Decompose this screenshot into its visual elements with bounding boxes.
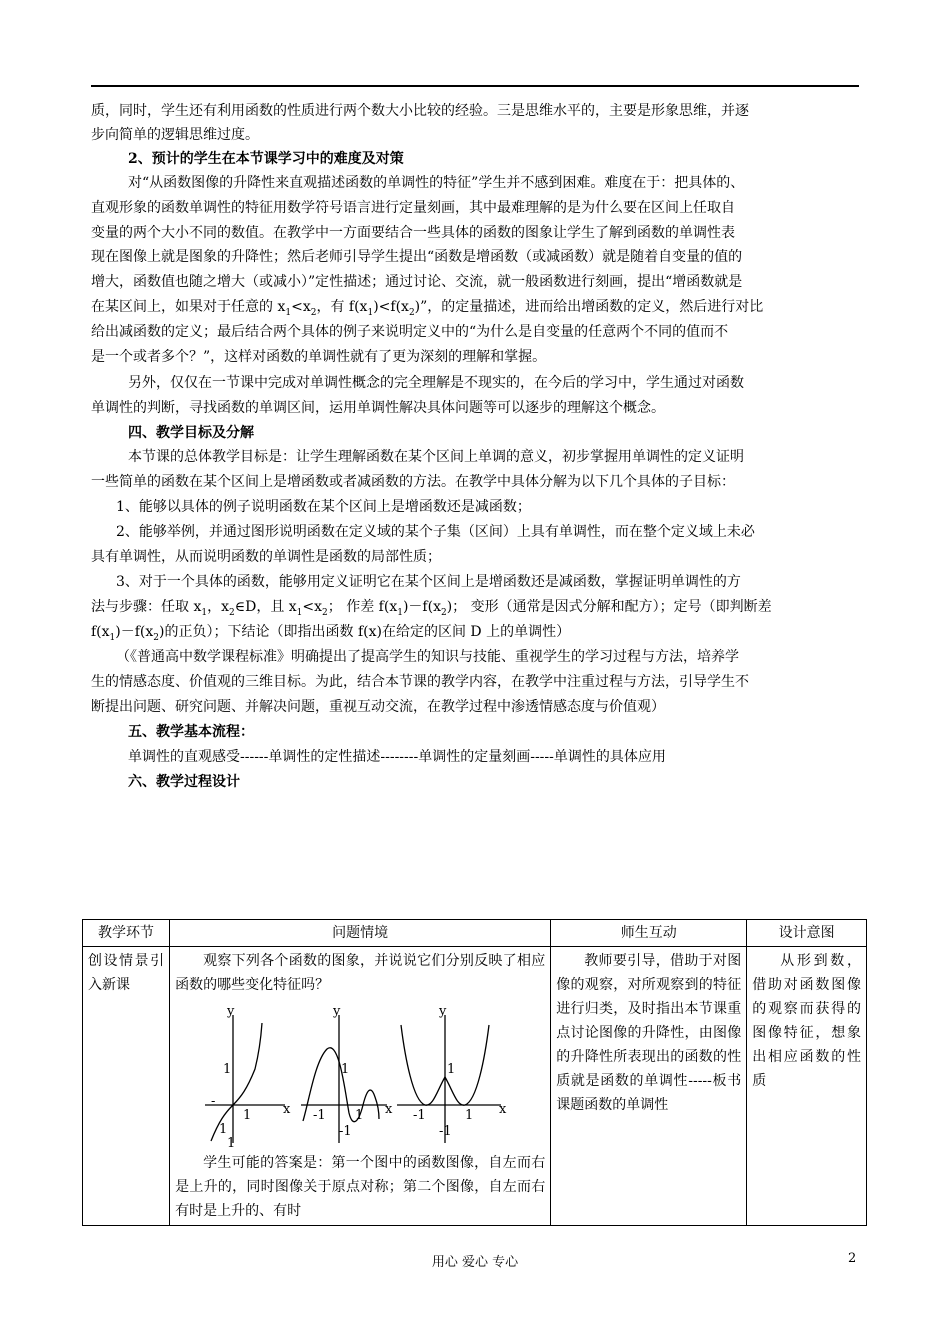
text-run: )－f(x bbox=[402, 599, 441, 615]
paragraph-line: （《普通高中数学课程标准》明确提出了提高学生的知识与技能、重视学生的学习过程与方法，培养学 bbox=[116, 649, 739, 665]
table-header-row bbox=[83, 920, 867, 947]
graph-cubic bbox=[205, 1015, 285, 1143]
text-run: )”，的定量描述，进而给出增函数的定义，然后进行对比 bbox=[414, 299, 764, 315]
tick-label: 1 bbox=[223, 1062, 232, 1077]
text-run: )的正负）；下结论（即指出函数 f(x)在给定的区间 D 上的单调性） bbox=[159, 624, 571, 640]
axis-label-y: y bbox=[439, 1004, 447, 1019]
top-rule bbox=[91, 85, 859, 87]
subscript: 2 bbox=[322, 607, 328, 618]
intent-cell bbox=[747, 947, 867, 1226]
text-run: f(x bbox=[91, 624, 110, 640]
text-run: )<f(x bbox=[373, 299, 409, 315]
goal-item-cont bbox=[91, 621, 570, 649]
function-graphs-figure bbox=[175, 1001, 513, 1149]
axis-label-x: x bbox=[385, 1102, 393, 1117]
subscript: 2 bbox=[310, 307, 317, 318]
axis-label-x: x bbox=[283, 1102, 291, 1117]
tick-label: -1 bbox=[313, 1108, 326, 1123]
goal-item: 2、能够举例，并通过图形说明函数在定义域的某个子集（区间）上具有单调性，而在整个定义域上未必 bbox=[116, 524, 755, 540]
tick-label: 1 bbox=[447, 1062, 456, 1077]
text-run: ； 作差 f(x bbox=[327, 599, 398, 615]
paragraph-line: 对“从函数图像的升降性来直观描述函数的单调性的特征”学生并不感到困难。难度在于：把具体的、 bbox=[128, 175, 745, 191]
paragraph-line: 单调性的判断，寻找函数的单调区间，运用单调性解决具体问题等可以逐步的理解这个概念。 bbox=[91, 400, 665, 416]
goal-item-cont: 具有单调性，从而说明函数的单调性是函数的局部性质； bbox=[91, 549, 441, 565]
text-run: ，有 f(x bbox=[316, 299, 368, 315]
footer-text: 用心 爱心 专心 bbox=[431, 1255, 519, 1270]
intent-text: 从形到数，借助对函数图像的观察而获得的图像特征，想象出相应函数的性质 bbox=[752, 953, 861, 1089]
paragraph-line: 一些简单的函数在某个区间上是增函数或者减函数的方法。在教学中具体分解为以下几个具体的子目标： bbox=[91, 474, 735, 490]
flow-line: 单调性的直观感受------单调性的定性描述--------单调性的定量刻画-----单调性的具体应用 bbox=[128, 749, 666, 765]
section-heading: 六、教学过程设计 bbox=[128, 774, 240, 790]
table-header-cell: 师生互动 bbox=[551, 920, 747, 947]
tick-label: 1 bbox=[465, 1108, 474, 1123]
axis-label-y: y bbox=[333, 1004, 341, 1019]
subscript: 2 bbox=[408, 307, 415, 318]
paragraph-line: 步向简单的逻辑思维过度。 bbox=[91, 127, 259, 143]
paragraph-line: 直观形象的函数单调性的特征用数学符号语言进行定量刻画，其中最难理解的是为什么要在区间上任取自 bbox=[91, 200, 735, 216]
subscript: 2 bbox=[229, 607, 235, 618]
interaction-text: 教师要引导，借助于对图像的观察，对所观察到的特征进行归类，及时指出本节课重点讨论图像的升降性，由图像的升降性所表现出的函数的性质就是函数的单调性-----板书课题函数的单调性 bbox=[556, 953, 742, 1113]
subscript: 2 bbox=[153, 632, 160, 643]
paragraph-line: 另外，仅仅在一节课中完成对单调性概念的完全理解是不现实的，在今后的学习中，学生通过对函数 bbox=[128, 375, 744, 391]
paragraph-line: 增大，函数值也随之增大（或减小）”定性描述；通过讨论、交流，就一般函数进行刻画，提出“增函数就是 bbox=[91, 274, 743, 290]
tick-label: 1 bbox=[243, 1108, 252, 1123]
page-number: 2 bbox=[848, 1251, 857, 1266]
paragraph-line: 是一个或者多个？”，这样对函数的单调性就有了更为深刻的理解和掌握。 bbox=[91, 349, 547, 365]
text-run: ，x bbox=[207, 599, 229, 615]
problem-intro: 观察下列各个函数的图象，并说说它们分别反映了相应函数的哪些变化特征吗？ bbox=[175, 953, 546, 993]
paragraph-line: 现在图像上就是图象的升降性；然后老师引导学生提出“函数是增函数（或减函数）就是随着自变量的值的 bbox=[91, 249, 743, 265]
paragraph-line: 生的情感态度、价值观的三维目标。为此，结合本节课的教学内容，在教学中注重过程与方法，引导学生不 bbox=[91, 674, 749, 690]
tick-label: -1 bbox=[413, 1108, 426, 1123]
subscript: 1 bbox=[296, 607, 303, 618]
text-run: <x bbox=[291, 299, 311, 315]
section-heading: 五、教学基本流程： bbox=[128, 724, 254, 740]
paragraph-line: 断提出问题、研究问题、并解决问题，重视互动交流，在教学过程中渗透情感态度与价值观） bbox=[91, 699, 665, 715]
paragraph-line: 质，同时，学生还有利用函数的性质进行两个数大小比较的经验。三是思维水平的，主要是形象思维，并逐 bbox=[91, 103, 749, 119]
problem-cell bbox=[170, 947, 551, 1226]
paragraph-line: 变量的两个大小不同的数值。在教学中一方面要结合一些具体的函数的图象让学生了解到函数的单调性表 bbox=[91, 225, 735, 241]
paragraph-line: 本节课的总体教学目标是：让学生理解函数在某个区间上单调的意义，初步掌握用单调性的定义证明 bbox=[128, 449, 744, 465]
tick-label: 1 bbox=[219, 1122, 228, 1137]
problem-answer: 学生可能的答案是：第一个图中的函数图像，自左而右是上升的，同时图像关于原点对称；第二个图像，自左而右有时是上升的、有时 bbox=[175, 1155, 546, 1219]
table-header-cell: 问题情境 bbox=[170, 920, 551, 947]
paragraph-line bbox=[91, 296, 763, 324]
process-table bbox=[82, 919, 867, 1226]
tick-label: -1 bbox=[439, 1124, 452, 1139]
text-run: ∈D，且 x bbox=[234, 599, 297, 615]
text-run: )－f(x bbox=[115, 624, 154, 640]
subscript: 1 bbox=[109, 632, 116, 643]
text-run: 法与步骤：任取 x bbox=[91, 599, 202, 615]
section-heading: 四、教学目标及分解 bbox=[128, 425, 254, 441]
subscript: 2 bbox=[440, 607, 447, 618]
text-run: <x bbox=[302, 599, 323, 615]
table-header-cell: 教学环节 bbox=[83, 920, 170, 947]
stage-text: 创设情景引入新课 bbox=[88, 953, 165, 993]
table-row bbox=[83, 947, 867, 1226]
interaction-cell bbox=[551, 947, 747, 1226]
tick-label: 1 bbox=[355, 1108, 364, 1123]
axis-label-x: x bbox=[499, 1102, 507, 1117]
graph-labels bbox=[211, 1004, 507, 1149]
subscript: 1 bbox=[285, 307, 292, 318]
text-run: 在某区间上，如果对于任意的 x bbox=[91, 299, 286, 315]
subscript: 1 bbox=[201, 607, 208, 618]
subscript: 1 bbox=[397, 607, 403, 618]
tick-label: - bbox=[211, 1094, 216, 1109]
table-header-cell: 设计意图 bbox=[747, 920, 867, 947]
goal-item: 3、对于一个具体的函数，能够用定义证明它在某个区间上是增函数还是减函数，掌握证明单调性的方 bbox=[116, 574, 741, 590]
paragraph-line: 给出减函数的定义；最后结合两个具体的例子来说明定义中的“为什么是自变量的任意两个不同的值而不 bbox=[91, 324, 729, 340]
subscript: 1 bbox=[367, 307, 374, 318]
goal-item: 1、能够以具体的例子说明函数在某个区间上是增函数还是减函数； bbox=[116, 499, 531, 515]
tick-label: -1 bbox=[339, 1124, 352, 1139]
tick-label: 1 bbox=[227, 1136, 236, 1149]
goal-item-cont bbox=[91, 596, 772, 624]
stage-cell bbox=[83, 947, 170, 1226]
tick-label: 1 bbox=[341, 1062, 350, 1077]
text-run: )； 变形（通常是因式分解和配方）；定号（即判断差 bbox=[446, 599, 772, 615]
section-heading: 2、预计的学生在本节课学习中的难度及对策 bbox=[128, 151, 404, 167]
axis-label-y: y bbox=[227, 1004, 235, 1019]
